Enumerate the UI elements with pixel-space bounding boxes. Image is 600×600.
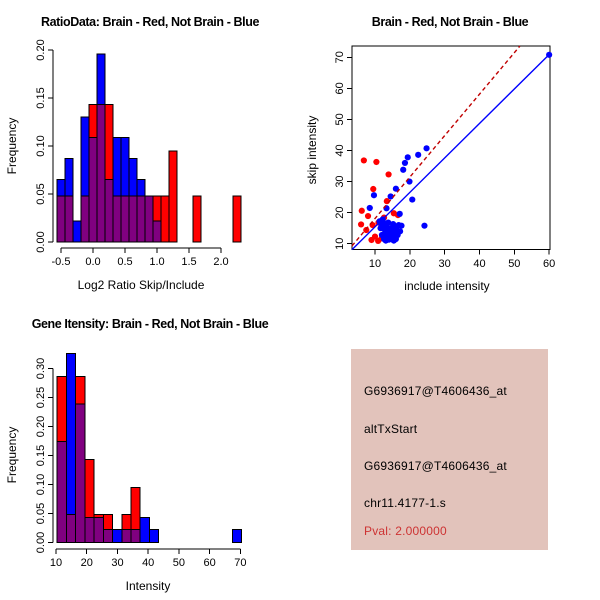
svg-text:0.00: 0.00 — [35, 531, 47, 554]
scatter-panel — [300, 0, 600, 300]
svg-text:40: 40 — [473, 258, 486, 270]
svg-text:60: 60 — [334, 82, 346, 95]
svg-text:50: 50 — [508, 258, 521, 270]
intensity-histogram-title: Gene Itensity: Brain - Red, Not Brain - Blue — [31, 317, 269, 331]
svg-text:1.5: 1.5 — [181, 256, 197, 268]
svg-text:0.10: 0.10 — [35, 473, 47, 496]
intensity-histogram-svg — [0, 300, 300, 600]
svg-text:20: 20 — [403, 258, 416, 270]
svg-text:2.0: 2.0 — [213, 256, 229, 268]
svg-text:10: 10 — [368, 258, 382, 270]
info-line-3: chr11.4177-1.s — [364, 496, 446, 510]
svg-text:0.25: 0.25 — [35, 386, 47, 409]
svg-text:30: 30 — [111, 557, 124, 569]
svg-text:-0.5: -0.5 — [51, 256, 71, 268]
scatter-ylabel: skip intensity — [305, 115, 319, 185]
svg-text:20: 20 — [334, 206, 346, 219]
svg-text:0.10: 0.10 — [35, 135, 47, 157]
intensity-histogram-xlabel: Intensity — [125, 579, 171, 593]
svg-text:20: 20 — [80, 557, 93, 569]
intensity-histogram-ylabel: Frequency — [5, 426, 19, 484]
scatter-svg — [300, 0, 600, 300]
info-line-4: Pval: 2.000000 — [364, 524, 447, 538]
svg-text:70: 70 — [334, 51, 346, 64]
info-line-0: G6936917@T4606436_at — [364, 384, 507, 398]
gene-info-box — [351, 349, 548, 550]
info-line-2: G6936917@T4606436_at — [364, 459, 507, 473]
ratio-histogram-plot — [35, 39, 241, 268]
intensity-histogram-panel — [0, 300, 300, 600]
gene-info-panel — [300, 300, 600, 600]
svg-text:60: 60 — [543, 258, 556, 270]
svg-text:0.5: 0.5 — [117, 256, 133, 268]
svg-text:0.00: 0.00 — [35, 231, 47, 253]
ratio-histogram-xlabel: Log2 Ratio Skip/Include — [77, 278, 205, 292]
intensity-histogram-plot — [35, 353, 247, 569]
info-line-1: altTxStart — [364, 422, 418, 436]
svg-text:0.0: 0.0 — [85, 256, 101, 268]
svg-text:50: 50 — [334, 113, 346, 126]
svg-text:10: 10 — [334, 237, 346, 250]
svg-text:0.30: 0.30 — [35, 357, 47, 380]
svg-text:0.20: 0.20 — [35, 39, 47, 61]
svg-text:0.05: 0.05 — [35, 502, 47, 525]
svg-text:1.0: 1.0 — [149, 256, 165, 268]
svg-text:0.20: 0.20 — [35, 415, 47, 438]
scatter-xlabel: include intensity — [404, 279, 490, 293]
svg-text:70: 70 — [234, 557, 247, 569]
svg-text:0.15: 0.15 — [35, 87, 47, 109]
svg-text:30: 30 — [438, 258, 451, 270]
scatter-plot — [334, 46, 555, 270]
svg-text:40: 40 — [334, 144, 346, 157]
ratio-histogram-svg — [0, 0, 300, 300]
svg-text:10: 10 — [49, 557, 63, 569]
ratio-histogram-title: RatioData: Brain - Red, Not Brain - Blue — [40, 15, 260, 29]
ratio-histogram-ylabel: Frequency — [5, 117, 19, 175]
svg-text:40: 40 — [142, 557, 155, 569]
svg-text:50: 50 — [172, 557, 186, 569]
scatter-title: Brain - Red, Not Brain - Blue — [371, 15, 529, 29]
svg-text:30: 30 — [334, 175, 346, 188]
svg-text:0.15: 0.15 — [35, 444, 47, 467]
svg-text:60: 60 — [203, 557, 216, 569]
svg-text:0.05: 0.05 — [35, 183, 47, 205]
ratio-histogram-panel — [0, 0, 300, 300]
